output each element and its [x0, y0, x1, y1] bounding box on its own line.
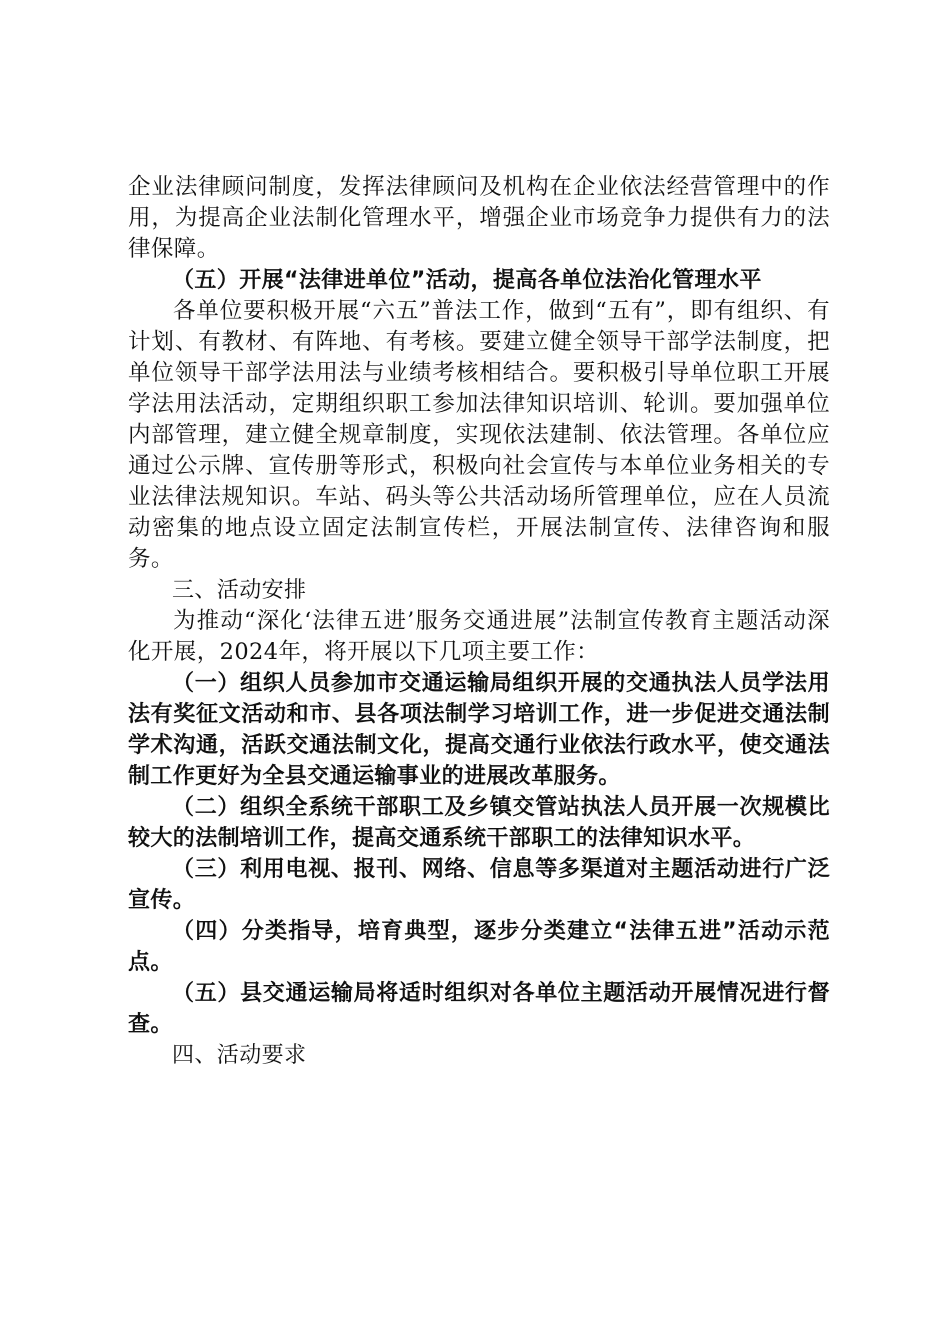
item-five-inspection: （五）县交通运输局将适时组织对各单位主题活动开展情况进行督查。: [128, 981, 830, 1037]
subheading-law-into-units: （五）开展“法律进单位”活动，提高各单位法治化管理水平: [172, 268, 762, 293]
paragraph-arrangement-intro: 为推动“深化‘法律五进’服务交通进展”法制宣传教育主题活动深化开展，2024年，将开展以下几项主要工作：: [128, 608, 830, 665]
document-body: [128, 172, 830, 1071]
item-four-guidance: （四）分类指导，培育典型，逐步分类建立“法律五进”活动示范点。: [128, 919, 830, 975]
item-two-training: （二）组织全系统干部职工及乡镇交管站执法人员开展一次规模比较大的法制培训工作，提高交通系统干部职工的法律知识水平。: [128, 795, 830, 851]
section-heading-activity-arrangement: 三、活动安排: [172, 578, 307, 603]
paragraph-units-requirements: 各单位要积极开展“六五”普法工作，做到“五有”，即有组织、有计划、有教材、有阵地、有考核。要建立健全领导干部学法制度，把单位领导干部学法用法与业绩考核相结合。要积极引导单位职工开展学法用法活动，定期组织职工参加法律知识培训、轮训。要加强单位内部管理，建立健全规章制度，实现依法建制、依法管理。各单位应通过公示牌、宣传册等形式，积极向社会宣传与本单位业务相关的专业法律法规知识。车站、码头等公共活动场所管理单位，应在人员流动密集的地点设立固定法制宣传栏，开展法制宣传、法律咨询和服务。: [128, 298, 830, 572]
paragraph-legal-advisor: 企业法律顾问制度，发挥法律顾问及机构在企业依法经营管理中的作用，为提高企业法制化管理水平，增强企业市场竞争力提供有力的法律保障。: [128, 174, 830, 262]
section-heading-activity-requirements: 四、活动要求: [172, 1043, 307, 1068]
item-three-publicity: （三）利用电视、报刊、网络、信息等多渠道对主题活动进行广泛宣传。: [128, 857, 830, 913]
item-one-training: （一）组织人员参加市交通运输局组织开展的交通执法人员学法用法有奖征文活动和市、县各项法制学习培训工作，进一步促进交通法制学术沟通，活跃交通法制文化，提高交通行业依法行政水平，使交通法制工作更好为全县交通运输事业的进展改革服务。: [128, 671, 830, 789]
